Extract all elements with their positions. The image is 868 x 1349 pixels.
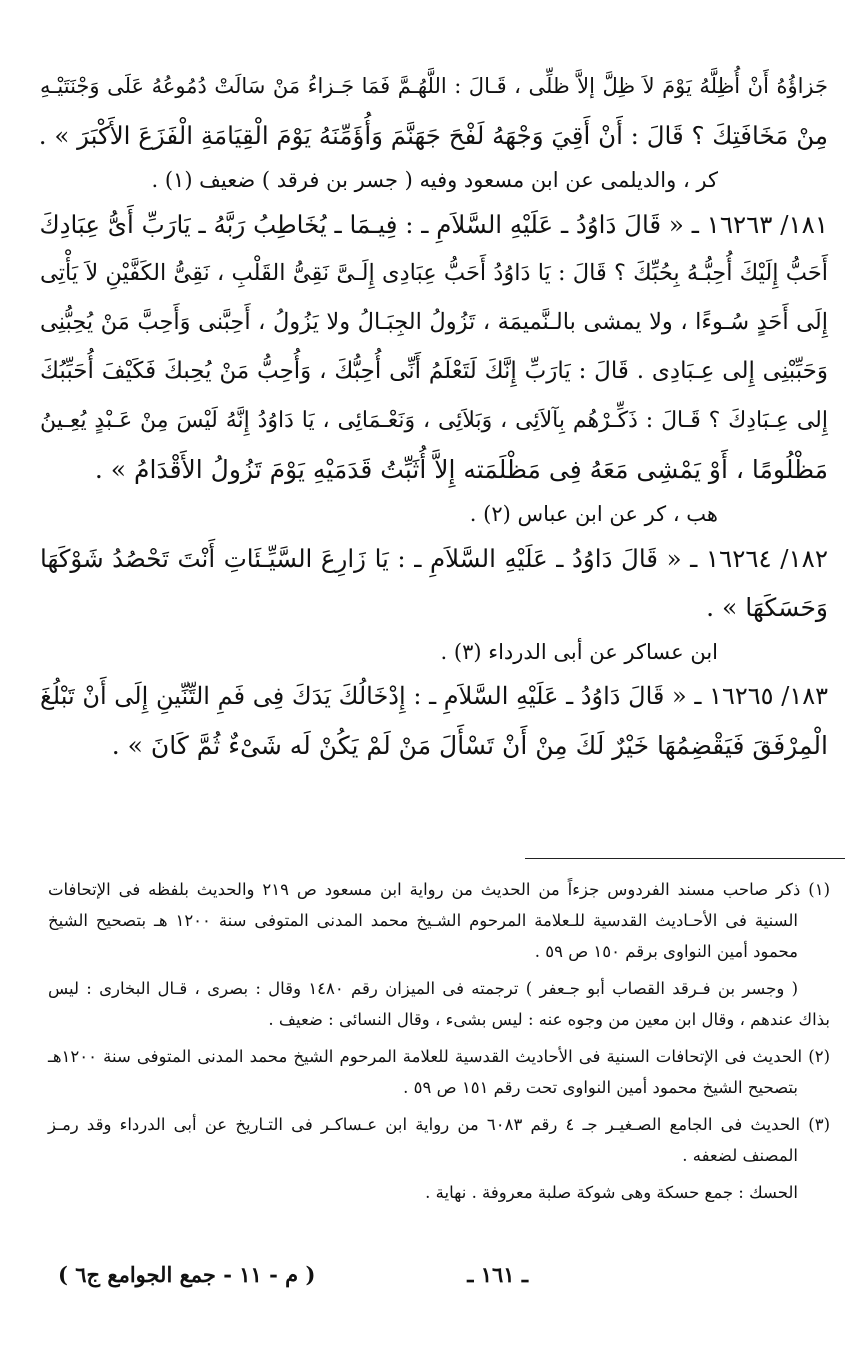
hadith-182-line: ١٨٢/ ١٦٢٦٤ ـ « قَالَ دَاوُدُ ـ عَلَيْهِ السَّلاَمِ ـ : يَا زَارِعَ السَّيِّـئَاتِ أَنْتَ تَحْصُدُ شَوْكَهَا (40, 544, 828, 573)
footnote-line: ( وجسر بن فـرقد القصاب أبو جـعفر ) ترجمته فى الميزان رقم ١٤٨٠ وقال : بصرى ، قـال البخارى : ليس (48, 979, 799, 998)
text-line: الْمِرْفَقَ فَيَقْضِمُهَا خَيْرٌ لَكَ مِنْ أَنْ تَسْأَلَ مَنْ لَمْ يَكُنْ لَه شَىْءٌ ثُمَّ كَانَ » . (111, 731, 828, 760)
hadith-183-line: ١٨٣/ ١٦٢٦٥ ـ « قَالَ دَاوُدُ ـ عَلَيْهِ السَّلاَمِ ـ : إِدْخَالُكَ يَدَكَ فِى فَمِ التِّنِّينِ إِلَى أَنْ تَبْلُغَ (40, 682, 828, 710)
text-line: أَحَبُّ إِلَيْكَ أُحِبُّـهُ بِحُبِّكَ ؟ قَالَ : يَا دَاوُدُ أَحَبُّ عِبَادِى إِلَـىَّ نَقِىُّ القَلْبِ ، نَقِىُّ الكَفَّيْنِ لاَ يَأْتِى (40, 260, 828, 286)
volume-reference: ( م - ١١ - جمع الجوامع ج٦ ) (58, 1262, 316, 1287)
text-line: وَحَبِّبْنِى إِلى عِـبَادِى . قَالَ : يَارَبِّ إِنَّكَ لَتَعْلَمُ أَنِّى أُحِبُّكَ ، وَأُحِبُّ مَنْ يُحِبكَ فَكَيْفَ أُحَبِّبُكَ (40, 358, 828, 384)
hadith-181-line: ١٨١/ ١٦٢٦٣ ـ « قَالَ دَاوُدُ ـ عَلَيْهِ السَّلاَمِ ـ : فِيـمَا ـ يُخَاطِبُ رَبَّهُ ـ يَارَبِّ أَىُّ عِبَادِكَ (39, 210, 828, 239)
attribution-line: كر ، والديلمى عن ابن مسعود وفيه ( جسر بن فرقد ) ضعيف (١) . (151, 168, 718, 192)
main-text (40, 62, 828, 770)
attribution-line: ابن عساكر عن أبى الدرداء (٣) . (440, 640, 718, 664)
attribution-line: هب ، كر عن ابن عباس (٢) . (469, 502, 718, 526)
footnote-line: الحسك : جمع حسكة وهى شوكة صلبة معروفة . نهاية . (425, 1183, 798, 1202)
text-line: مِنْ مَخَافَتِكَ ؟ قَالَ : أَنْ أَقِيَ وَجْهَهُ لَفْحَ جَهَنَّمَ وَأُؤَمِّنَهُ يَوْمَ الْقِيَامَةِ الْفَزَعَ الأَكْبَرَ » . (38, 121, 828, 150)
text-line: مَظْلُومًا ، أَوْ يَمْشِى مَعَهُ فِى مَظْلَمَته إِلاَّ أُثَبِّتُ قَدَمَيْهِ يَوْمَ تَزُولُ الأَقْدَامُ » . (94, 455, 828, 484)
text-line: جَزاؤُهُ أَنْ أُظِلَّهُ يَوْمَ لاَ ظِلَّ إلاَّ ظلِّى ، قَـالَ : اللَّهُـمَّ فَمَا جَـزاءُ مَنْ سَالَتْ دُمُوعُهُ عَلَى وَجْنَتَيْـهِ (40, 74, 828, 98)
footnote-line: بذاك عندهم ، وقال ابن معين من وجوه عنه : ليس بشىء ، وقال النسائى : ضعيف . (268, 1010, 830, 1029)
text-line: إِلَى أَحَدٍ سُـوءًا ، ولا يمشى بالـنَّميمَة ، تَزُولُ الجِبَـالُ ولا يَزُولُ ، أَحِبَّنى وَأَحِبَّ مَنْ يُحِبُّنِى (40, 309, 828, 335)
footnotes (48, 874, 830, 1208)
footnote-line: المصنف لضعفه . (682, 1146, 798, 1165)
text-line: إِلى عِـبَادِكَ ؟ قَـالَ : ذَكِّـرْهُم بِآلاَئِى ، وَبَلاَئِى ، وَنَعْـمَائِى ، يَا دَاوُدُ إِنَّهُ لَيْسَ مِنْ عَـبْدٍ يُعِـينُ (40, 408, 828, 433)
text-line: وَحَسَكَهَا » . (706, 593, 828, 622)
footnote-3-line: (٣) الحديث فى الجامع الصـغيـر جـ ٤ رقم ٦٠٨٣ من رواية ابن عـساكـر فى التـاريخ عن أبى الدرداء وقد رمـز (48, 1115, 831, 1134)
footnote-1-line: (١) ذكر صاحب مسند الفردوس جزءاً من الحديث من رواية ابن مسعود ص ٢١٩ والحديث بلفظه فى الإتحافات (48, 880, 830, 899)
footnote-divider (525, 858, 845, 859)
page-footer (58, 1262, 528, 1298)
page-number: ـ ١٦١ ـ (467, 1262, 528, 1287)
footnote-line: محمود أمين النواوى برقم ١٥٠ ص ٥٩ . (534, 942, 798, 961)
footnote-2-line: (٢) الحديث فى الإتحافات السنية فى الأحاديث القدسية للعلامة المرحوم الشيخ محمد المدنى المتوفى سنة ١٢٠٠هـ (48, 1047, 830, 1066)
footnote-line: السنية فى الأحـاديث القدسية للـعلامة المرحوم الشـيخ محمد المدنى المتوفى سنة ١٢٠٠ هـ بتصحيح الشيخ (48, 911, 798, 930)
footnote-line: بتصحيح الشيخ محمود أمين النواوى تحت رقم ١٥١ ص ٥٩ . (403, 1078, 798, 1097)
